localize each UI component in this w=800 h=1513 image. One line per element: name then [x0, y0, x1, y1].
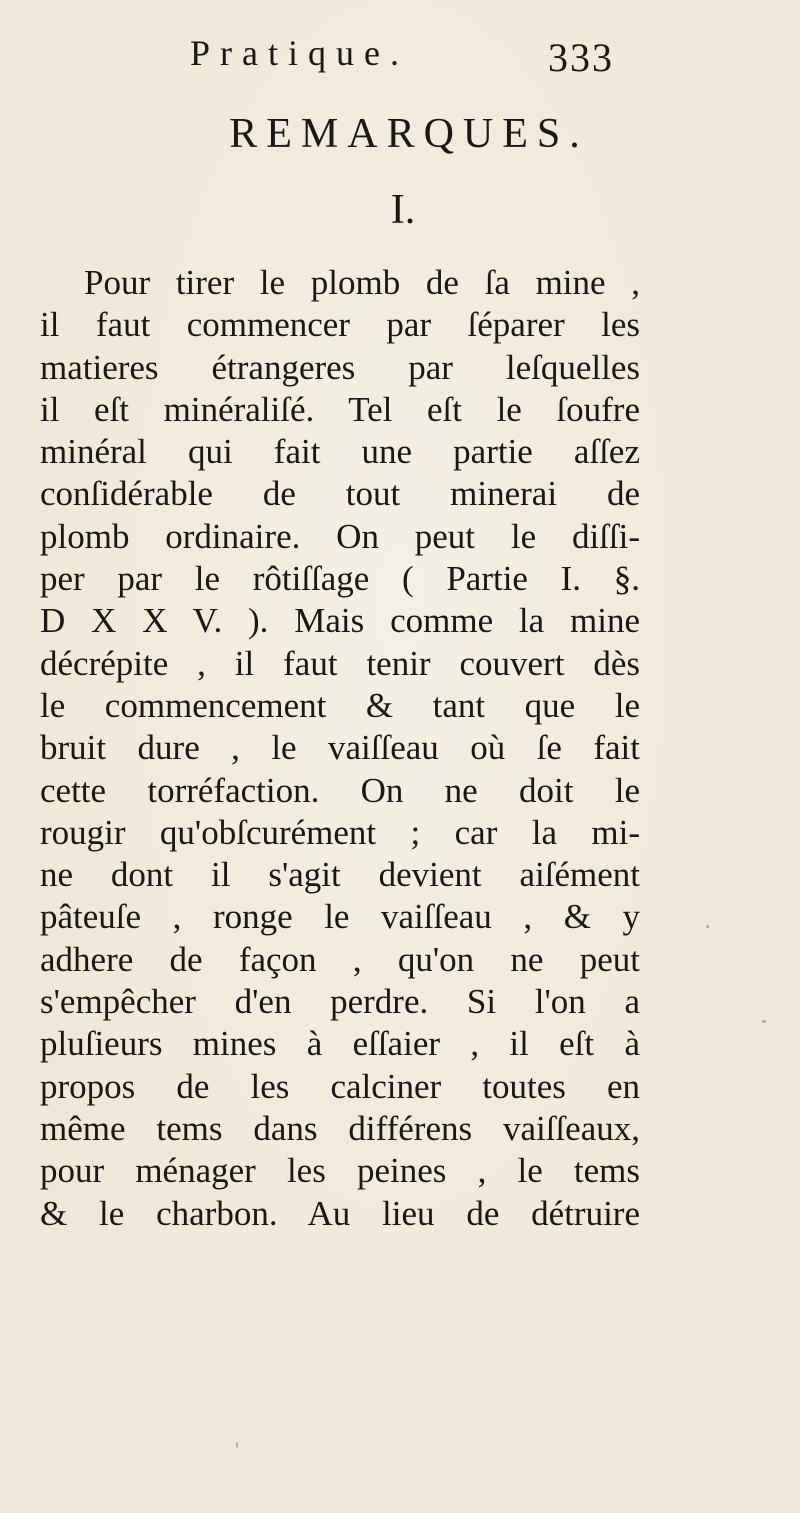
- text-line: pluſieurs mines à eſſaier , il eſt à: [40, 1024, 640, 1064]
- text-line: Pour tirer le plomb de ſa mine ,: [84, 263, 640, 302]
- paper-speck: [236, 1442, 238, 1448]
- text-line: minéral qui fait une partie aſſez: [40, 432, 640, 472]
- text-line: bruit dure , le vaiſſeau où ſe fait: [40, 728, 640, 768]
- text-line: il eſt minéraliſé. Tel eſt le ſoufre: [40, 389, 640, 429]
- text-line: cette torréfaction. On ne doit le: [40, 770, 640, 810]
- text-line: & le charbon. Au lieu de détruire: [40, 1193, 640, 1233]
- text-line: propos de les calciner toutes en: [40, 1066, 640, 1106]
- section-number: I.: [390, 187, 416, 233]
- text-line: ne dont il s'agit devient aiſément: [40, 855, 640, 895]
- text-line: décrépite , il faut tenir couvert dès: [40, 643, 640, 683]
- text-line: pour ménager les peines , le tems: [40, 1151, 640, 1191]
- text-line: rougir qu'obſcurément ; car la mi-: [40, 812, 640, 852]
- page-number: 333: [548, 35, 614, 80]
- text-line: il faut commencer par ſéparer les: [40, 305, 640, 345]
- text-line: per par le rôtiſſage ( Partie I. §.: [40, 559, 640, 599]
- text-line: pâteuſe , ronge le vaiſſeau , & y: [40, 897, 640, 937]
- section-heading: REMARQUES.: [229, 111, 589, 157]
- running-title: Pratique.: [190, 33, 409, 73]
- text-line: adhere de façon , qu'on ne peut: [40, 939, 640, 979]
- text-line: plomb ordinaire. On peut le diſſi-: [40, 516, 640, 556]
- body-text: [40, 262, 640, 1235]
- text-line: conſidérable de tout minerai de: [40, 474, 640, 514]
- paper-speck: [706, 925, 709, 928]
- paper-speck: [762, 1020, 766, 1023]
- running-head: [0, 30, 800, 90]
- text-line: matieres étrangeres par leſquelles: [40, 347, 640, 387]
- text-line: le commencement & tant que le: [40, 685, 640, 725]
- text-line: D X X V. ). Mais comme la mine: [40, 601, 640, 641]
- text-line: même tems dans différens vaiſſeaux,: [40, 1108, 640, 1148]
- text-line: s'empêcher d'en perdre. Si l'on a: [40, 982, 640, 1022]
